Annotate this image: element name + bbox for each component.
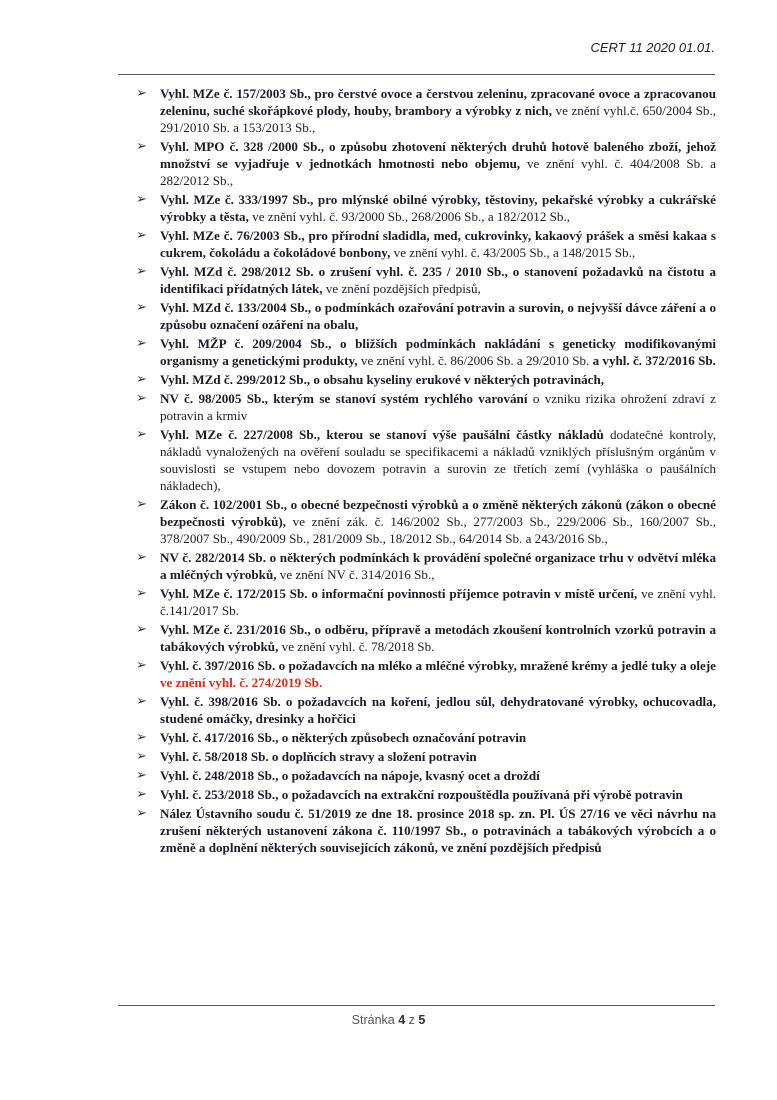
arrow-bullet-icon: ➢ <box>136 622 147 637</box>
list-item-text: Vyhl. MZe č. 227/2008 Sb., kterou se stanoví výše paušální částky nákladů <box>160 427 604 442</box>
list-item <box>136 693 716 727</box>
list-item <box>136 138 716 189</box>
list-item-text: Vyhl. MZe č. 231/2016 Sb., o odběru, přípravě a metodách zkoušení kontrolních vzorků potravin a tabákových výrobků, <box>160 622 716 654</box>
page-current: 4 <box>398 1013 406 1027</box>
arrow-bullet-icon: ➢ <box>136 228 147 243</box>
list-item <box>136 657 716 691</box>
page-word: Stránka <box>351 1013 395 1027</box>
list-item <box>136 729 716 746</box>
arrow-bullet-icon: ➢ <box>136 86 147 101</box>
list-item <box>136 371 716 388</box>
list-item-text: Vyhl. č. 417/2016 Sb., o některých způsobech označování potravin <box>160 730 527 745</box>
arrow-bullet-icon: ➢ <box>136 336 147 351</box>
list-item <box>136 549 716 583</box>
page-footer <box>0 1013 777 1027</box>
arrow-bullet-icon: ➢ <box>136 787 147 802</box>
list-item-text: Vyhl. MZd č. 298/2012 Sb. o zrušení vyhl. č. 235 / 2010 Sb., o stanovení požadavků na čistotu a identifikaci přídatných látek, <box>160 264 716 296</box>
arrow-bullet-icon: ➢ <box>136 694 147 709</box>
legislation-list <box>136 85 716 858</box>
list-item-text: Vyhl. MZd č. 299/2012 Sb., o obsahu kyseliny erukové v některých potravinách, <box>160 372 605 387</box>
list-item-text: ve znění vyhl. č. 86/2006 Sb. a 29/2010 Sb. <box>357 353 590 368</box>
page-of: z <box>408 1013 415 1027</box>
list-item <box>136 496 716 547</box>
list-item <box>136 585 716 619</box>
list-item-text: Vyhl. MZe č. 157/2003 Sb., pro čerstvé ovoce a čerstvou zeleninu, zpracované ovoce a zpracovanou zeleninu, suché skořápkové plody, houby, brambory a výrobky z nich, <box>160 86 716 118</box>
list-item-text: o vzniku rizika ohrožení zdraví z potravin a krmiv <box>160 391 716 423</box>
document-code: CERT 11 2020 01.01. <box>590 40 715 55</box>
list-item-text: Vyhl. MZe č. 333/1997 Sb., pro mlýnské obilné výrobky, těstoviny, pekařské výrobky a cukrářské výrobky a těsta, <box>160 192 716 224</box>
arrow-bullet-icon: ➢ <box>136 192 147 207</box>
list-item-text: ve znění zák. č. 146/2002 Sb., 277/2003 Sb., 229/2006 Sb., 160/2007 Sb., 378/2007 Sb., 490/2009 Sb., 281/2009 Sb., 18/2012 Sb., 64/2014 Sb. a 243/2016 Sb., <box>160 514 716 546</box>
list-item-text: Vyhl. MZe č. 76/2003 Sb., pro přírodní sladidla, med, cukrovinky, kakaový prášek a směsi kakaa s cukrem, čokoládu a čokoládové bonbony, <box>160 228 716 260</box>
arrow-bullet-icon: ➢ <box>136 658 147 673</box>
arrow-bullet-icon: ➢ <box>136 730 147 745</box>
list-item <box>136 786 716 803</box>
list-item-text: ve znění vyhl. č. 404/2008 Sb. a 282/2012 Sb., <box>160 156 716 188</box>
list-item-text: dodatečné kontroly, nákladů vynaložených na ověření souladu se specifikacemi a nákladů vzniklých příslušným orgánům v souvislosti se vstupem nebo dovozem potravin a surovin ze třetích zemí (vyhláška o paušálních nákladech), <box>160 427 716 493</box>
page-total: 5 <box>418 1013 426 1027</box>
list-item <box>136 748 716 765</box>
list-item-text: Vyhl. MŽP č. 209/2004 Sb., o bližších podmínkách nakládání s geneticky modifikovanými organismy a genetickými produkty, <box>160 336 716 368</box>
list-item-text: Vyhl. MZe č. 172/2015 Sb. o informační povinnosti příjemce potravin v místě určení, <box>160 586 638 601</box>
list-item-text: Vyhl. č. 397/2016 Sb. o požadavcích na mléko a mléčné výrobky, mražené krémy a jedlé tuky a oleje <box>160 658 716 673</box>
list-item <box>136 390 716 424</box>
list-item <box>136 621 716 655</box>
list-item-text: Vyhl. MZd č. 133/2004 Sb., o podmínkách ozařování potravin a surovin, o nejvyšší dávce záření a o způsobu označení ozáření na obalu, <box>160 300 716 332</box>
list-item <box>136 227 716 261</box>
arrow-bullet-icon: ➢ <box>136 427 147 442</box>
arrow-bullet-icon: ➢ <box>136 300 147 315</box>
list-item-text: Vyhl. č. 58/2018 Sb. o doplňcích stravy a složení potravin <box>160 749 477 764</box>
arrow-bullet-icon: ➢ <box>136 550 147 565</box>
list-item-text: ve znění pozdějších předpisů, <box>322 281 481 296</box>
list-item-text: ve znění vyhl. č. 93/2000 Sb., 268/2006 Sb., a 182/2012 Sb., <box>248 209 571 224</box>
amendment-highlight: ve znění vyhl. č. 274/2019 Sb. <box>160 675 323 690</box>
list-item <box>136 299 716 333</box>
list-item <box>136 805 716 856</box>
list-item-text: ve znění vyhl. č. 78/2018 Sb. <box>278 639 435 654</box>
arrow-bullet-icon: ➢ <box>136 497 147 512</box>
list-item-text: ve znění vyhl. č. 43/2005 Sb., a 148/2015 Sb., <box>390 245 636 260</box>
list-item-text: Vyhl. č. 398/2016 Sb. o požadavcích na koření, jedlou sůl, dehydratované výrobky, ochucovadla, studené omáčky, dresinky a hořčici <box>160 694 716 726</box>
list-item-text: Nález Ústavního soudu č. 51/2019 ze dne 18. prosince 2018 sp. zn. Pl. ÚS 27/16 ve věci návrhu na zrušení některých ustanovení zákona č. 110/1997 Sb., o potravinách a tabákových výrobcích a o změně a doplnění některých souvisejících zákonů, ve znění pozdějších předpisů <box>160 806 716 855</box>
list-item-text: ve znění vyhl.č. 650/2004 Sb., 291/2010 Sb. a 153/2013 Sb., <box>160 103 716 135</box>
list-item <box>136 191 716 225</box>
list-item-text: NV č. 98/2005 Sb., kterým se stanoví systém rychlého varování <box>160 391 528 406</box>
list-item <box>136 767 716 784</box>
list-item-text: ve znění vyhl. č.141/2017 Sb. <box>160 586 716 618</box>
list-item-text: NV č. 282/2014 Sb. o některých podmínkách k provádění společné organizace trhu v odvětví mléka a mléčných výrobků, <box>160 550 716 582</box>
arrow-bullet-icon: ➢ <box>136 372 147 387</box>
list-item <box>136 426 716 494</box>
arrow-bullet-icon: ➢ <box>136 806 147 821</box>
list-item-text: a vyhl. č. 372/2016 Sb. <box>589 353 716 368</box>
arrow-bullet-icon: ➢ <box>136 264 147 279</box>
arrow-bullet-icon: ➢ <box>136 768 147 783</box>
list-item <box>136 335 716 369</box>
arrow-bullet-icon: ➢ <box>136 391 147 406</box>
list-item-text: Zákon č. 102/2001 Sb., o obecné bezpečnosti výrobků a o změně některých zákonů (zákon o obecné bezpečnosti výrobků), <box>160 497 716 529</box>
list-item <box>136 85 716 136</box>
list-item-text: Vyhl. č. 248/2018 Sb., o požadavcích na nápoje, kvasný ocet a droždí <box>160 768 540 783</box>
list-item-text: ve znění NV č. 314/2016 Sb., <box>276 567 435 582</box>
list-item <box>136 263 716 297</box>
list-item-text: Vyhl. č. 253/2018 Sb., o požadavcích na extrakční rozpouštědla používaná při výrobě potravin <box>160 787 683 802</box>
footer-divider <box>118 1005 715 1006</box>
header-divider <box>118 74 715 75</box>
arrow-bullet-icon: ➢ <box>136 139 147 154</box>
list-item-text: Vyhl. MPO č. 328 /2000 Sb., o způsobu zhotovení některých druhů hotově baleného zboží, jehož množství se vyjadřuje v jednotkách hmotnosti nebo objemu, <box>160 139 716 171</box>
arrow-bullet-icon: ➢ <box>136 586 147 601</box>
arrow-bullet-icon: ➢ <box>136 749 147 764</box>
